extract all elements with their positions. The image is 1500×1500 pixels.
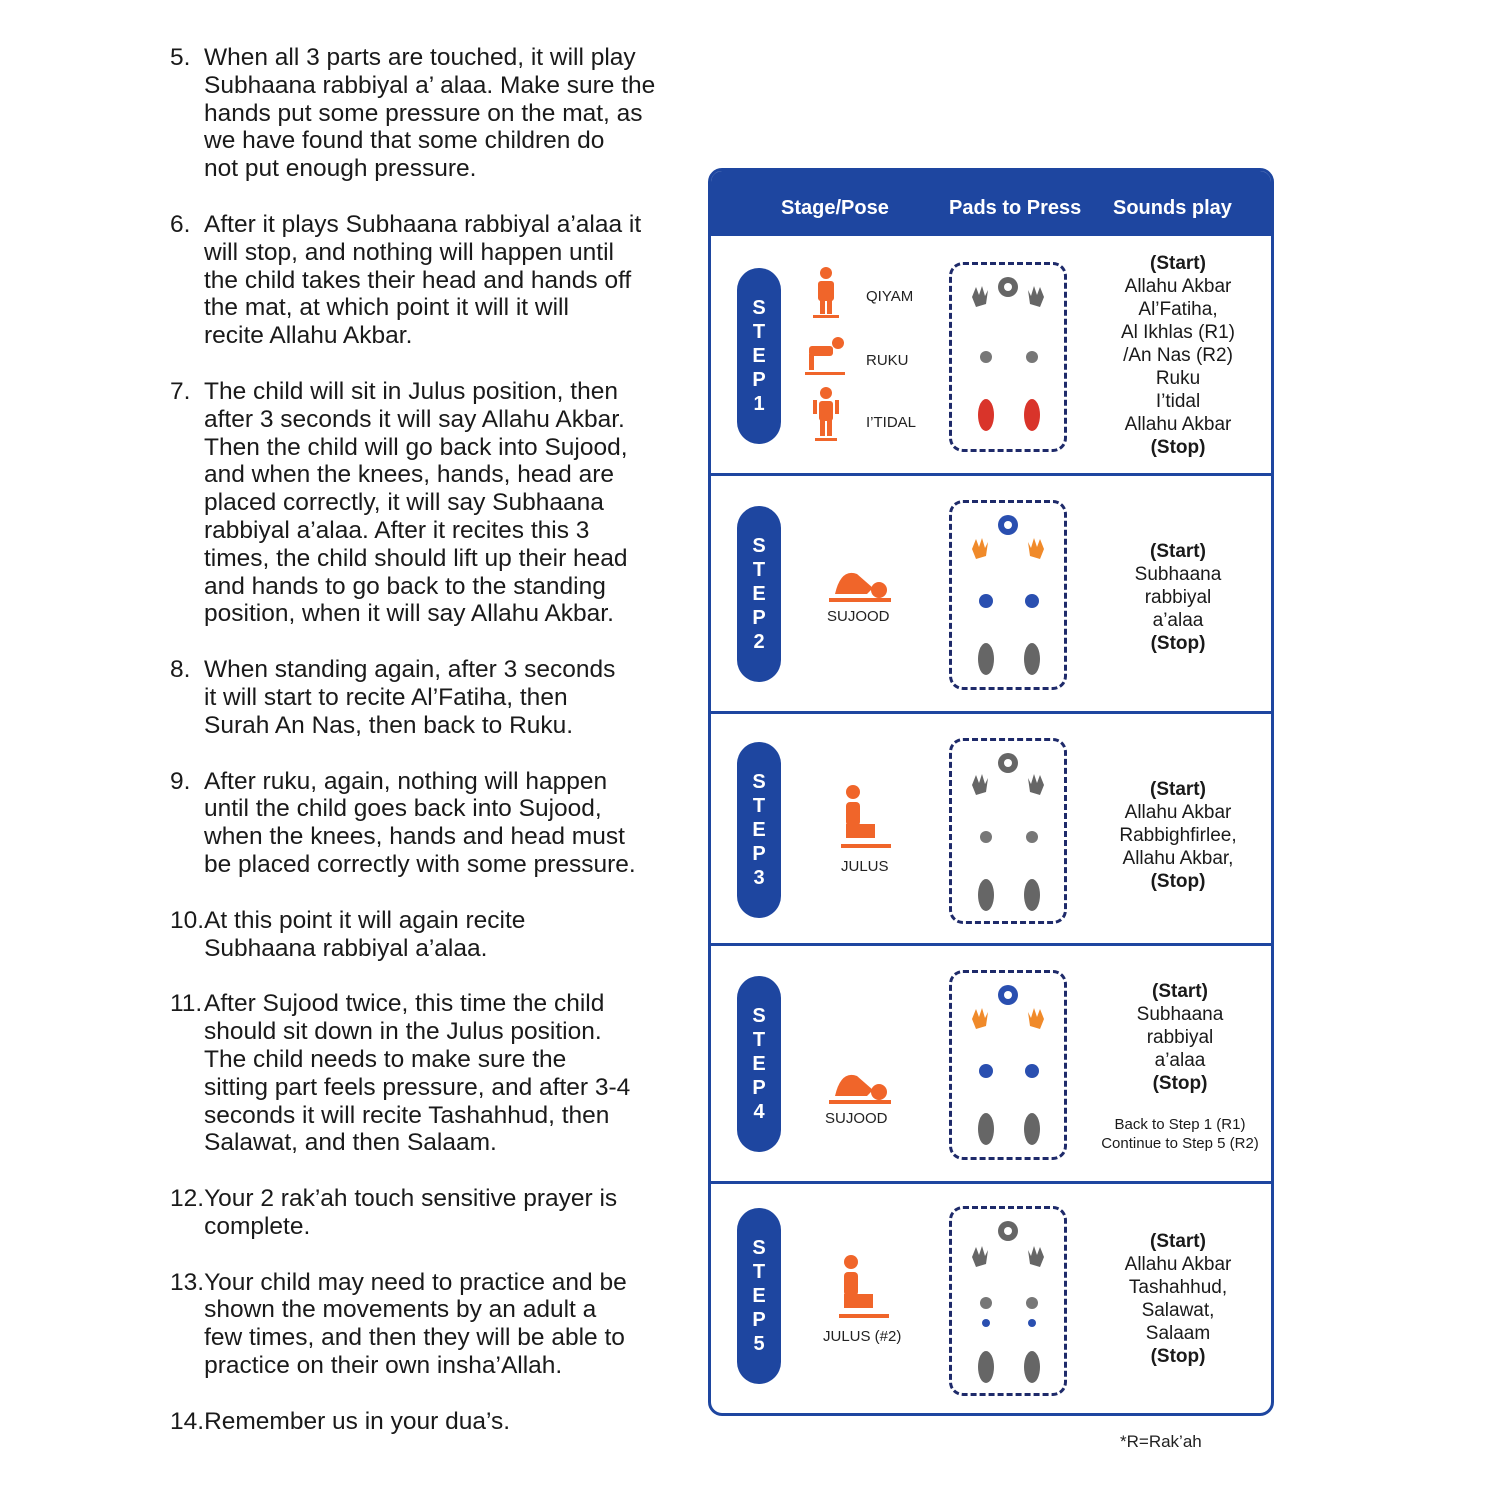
right-hand-pad-icon [1028, 1246, 1044, 1267]
right-knee-pad-icon [1025, 594, 1039, 608]
instruction-8 [170, 656, 690, 739]
sound-line: Allahu Akbar [1124, 276, 1232, 297]
sound-line: Al’Fatiha, [1138, 299, 1218, 320]
prayer-mat-pads [949, 1206, 1067, 1396]
instruction-number: 11. [170, 990, 203, 1018]
instruction-9 [170, 768, 690, 879]
step-row-2 [711, 473, 1271, 711]
instruction-number: 14. [170, 1407, 205, 1435]
right-foot-pad-icon [1024, 1113, 1040, 1145]
sound-line: Allahu Akbar [1124, 802, 1232, 823]
instruction-number: 9. [170, 767, 191, 795]
instruction-6 [170, 211, 690, 350]
pose-label-julus: JULUS [841, 858, 889, 875]
sound-line: Allahu Akbar [1124, 1254, 1232, 1275]
instruction-number: 10. [170, 906, 205, 934]
sound-line: Subhaana [1136, 1004, 1224, 1025]
instruction-text: When all 3 parts are touched, it will play Subhaana rabbiyal a’ alaa. Make sure the hands put some pressure on the mat, as we have found that some children do not put enough pressure. [204, 44, 656, 183]
sound-line: Rabbighfirlee, [1119, 825, 1237, 846]
header-pads-to-press: Pads to Press [949, 197, 1082, 219]
step-3-label: S T E P 3 [737, 742, 781, 918]
instruction-10 [170, 907, 690, 963]
pads-diagram [952, 503, 1064, 687]
instruction-12 [170, 1185, 690, 1241]
left-foot-pad-icon [978, 1351, 994, 1383]
step-row-4 [711, 943, 1271, 1181]
right-foot-pad-icon [1024, 879, 1040, 911]
sound-line: Allahu Akbar [1124, 414, 1232, 435]
sitting-figure-icon [839, 784, 893, 850]
sound-line: Ruku [1155, 368, 1201, 389]
sound-stop: (Stop) [1150, 437, 1206, 458]
sound-stop: (Stop) [1150, 871, 1206, 892]
sound-stop: (Stop) [1150, 633, 1206, 654]
left-foot-pad-icon [978, 643, 994, 675]
left-hand-pad-icon [972, 538, 988, 559]
sound-line: rabbiyal [1144, 587, 1212, 608]
step-5-label: S T E P 5 [737, 1208, 781, 1384]
right-knee-pad-icon [1026, 351, 1038, 363]
sound-line: /An Nas (R2) [1123, 345, 1233, 366]
step-row-5 [711, 1181, 1271, 1413]
bowing-figure-icon [803, 334, 849, 376]
standing-arms-up-figure-icon [811, 386, 841, 442]
instruction-number: 12. [170, 1185, 205, 1213]
right-hand-pad-icon [1028, 286, 1044, 307]
header-sounds-play: Sounds play [1113, 197, 1232, 219]
step-note-r2: Continue to Step 5 (R2) [1101, 1135, 1259, 1152]
instruction-text: After it plays Subhaana rabbiyal a’alaa it will stop, and nothing will happen until the child takes their head and hands off the mat, at which point it will it will recite Allahu Akbar. [204, 210, 642, 350]
right-hand-pad-icon [1028, 1008, 1044, 1029]
instruction-11 [170, 990, 690, 1157]
instruction-number: 7. [170, 377, 191, 405]
instruction-text: After ruku, again, nothing will happen until the child goes back into Sujood, when the knees, hands and head must be placed correctly with some pressure. [204, 767, 636, 878]
instruction-number: 6. [170, 210, 191, 238]
pads-diagram [952, 265, 1064, 449]
sound-line: Salaam [1145, 1323, 1211, 1344]
left-knee-pad-icon [979, 594, 993, 608]
left-hand-pad-icon [972, 1008, 988, 1029]
instruction-14 [170, 1408, 690, 1436]
step-note-r1: Back to Step 1 (R1) [1114, 1116, 1246, 1133]
instruction-number: 13. [170, 1268, 205, 1296]
sound-line: I’tidal [1155, 391, 1201, 412]
pose-label-itidal: I’TIDAL [866, 414, 917, 431]
prayer-mat-pads [949, 262, 1067, 452]
pads-diagram [952, 741, 1064, 921]
right-knee-pad-icon [1026, 1297, 1038, 1309]
instruction-number: 8. [170, 656, 191, 684]
sound-line: Subhaana [1134, 564, 1222, 585]
left-knee-pad-icon [980, 1297, 992, 1309]
header-stage-pose: Stage/Pose [781, 197, 889, 219]
left-foot-pad-icon [978, 1113, 994, 1145]
sound-start: (Start) [1150, 779, 1206, 800]
prostrating-figure-icon [827, 1066, 893, 1106]
sound-stop: (Stop) [1152, 1073, 1208, 1094]
sound-start: (Start) [1150, 253, 1206, 274]
step-2-label: S T E P 2 [737, 506, 781, 682]
right-sitting-pad-icon [1028, 1319, 1036, 1327]
instruction-text: Your 2 rak’ah touch sensitive prayer is complete. [204, 1185, 618, 1240]
sound-line: Allahu Akbar, [1122, 848, 1234, 869]
instructions-list [170, 44, 690, 1464]
left-hand-pad-icon [972, 1246, 988, 1267]
pose-label-sujood: SUJOOD [827, 608, 890, 625]
step-row-3 [711, 711, 1271, 943]
instruction-text: At this point it will again recite Subhaana rabbiyal a’alaa. [204, 906, 526, 962]
left-knee-pad-icon [980, 831, 992, 843]
pose-label-qiyam: QIYAM [866, 288, 914, 305]
sound-line: rabbiyal [1146, 1027, 1214, 1048]
footnote: *R=Rak’ah [1120, 1432, 1202, 1451]
prayer-mat-pads [949, 738, 1067, 924]
right-foot-pad-icon [1024, 1351, 1040, 1383]
sounds-step-2 [1103, 540, 1253, 655]
sound-start: (Start) [1150, 541, 1206, 562]
instruction-text: When standing again, after 3 seconds it will start to recite Al’Fatiha, then Surah An Nas, then back to Ruku. [204, 656, 616, 739]
sitting-figure-icon [837, 1254, 891, 1320]
instruction-13 [170, 1269, 690, 1380]
pose-label-sujood: SUJOOD [825, 1110, 888, 1127]
right-knee-pad-icon [1025, 1064, 1039, 1078]
sounds-step-1 [1103, 252, 1253, 459]
sound-stop: (Stop) [1150, 1346, 1206, 1367]
prayer-mat-pads [949, 970, 1067, 1160]
table-header [711, 171, 1271, 233]
pose-label-ruku: RUKU [866, 352, 909, 369]
instruction-7 [170, 378, 690, 628]
right-foot-pad-icon [1024, 643, 1040, 675]
sounds-step-3 [1103, 778, 1253, 893]
pads-diagram [952, 973, 1064, 1157]
left-hand-pad-icon [972, 286, 988, 307]
step-row-1 [711, 233, 1271, 473]
left-hand-pad-icon [972, 774, 988, 795]
standing-figure-icon [811, 266, 841, 318]
sound-line: Al Ikhlas (R1) [1120, 322, 1236, 343]
right-foot-pad-icon [1024, 399, 1040, 431]
instruction-text: After Sujood twice, this time the child should sit down in the Julus position. The child needs to make sure the sitting part feels pressure, and after 3-4 seconds it will recite Tashahhud, then Salawat, and then Salaam. [204, 990, 631, 1157]
left-foot-pad-icon [978, 399, 994, 431]
sound-line: Tashahhud, [1128, 1277, 1228, 1298]
steps-table [708, 168, 1274, 1416]
prayer-mat-pads [949, 500, 1067, 690]
instruction-number: 5. [170, 44, 191, 71]
prostrating-figure-icon [827, 564, 893, 604]
pose-label-julus-2: JULUS (#2) [823, 1328, 902, 1345]
right-knee-pad-icon [1026, 831, 1038, 843]
right-hand-pad-icon [1028, 774, 1044, 795]
step-1-label: S T E P 1 [737, 268, 781, 444]
instruction-5 [170, 44, 690, 183]
left-foot-pad-icon [978, 879, 994, 911]
pads-diagram [952, 1209, 1064, 1393]
sounds-step-5 [1103, 1230, 1253, 1368]
instruction-text: The child will sit in Julus position, then after 3 seconds it will say Allahu Akbar. Then the child will go back into Sujood, and when the knees, hands, head are placed correctly, it will say Subhaana rabbiyal a’alaa. After it recites this 3 times, the child should lift up their head and hands to go back to the standing position, when it will say Allahu Akbar. [204, 377, 628, 628]
sound-start: (Start) [1152, 981, 1208, 1002]
sound-start: (Start) [1150, 1231, 1206, 1252]
left-knee-pad-icon [980, 351, 992, 363]
sound-line: a’alaa [1154, 1050, 1206, 1071]
sound-line: a’alaa [1152, 610, 1204, 631]
sound-line: Salawat, [1141, 1300, 1215, 1321]
sounds-step-4 [1087, 980, 1273, 1153]
right-hand-pad-icon [1028, 538, 1044, 559]
step-4-label: S T E P 4 [737, 976, 781, 1152]
instruction-text: Your child may need to practice and be shown the movements by an adult a few times, and then they will be able to practice on their own insha’Allah. [204, 1268, 627, 1380]
left-knee-pad-icon [979, 1064, 993, 1078]
instruction-text: Remember us in your dua’s. [204, 1407, 511, 1435]
left-sitting-pad-icon [982, 1319, 990, 1327]
